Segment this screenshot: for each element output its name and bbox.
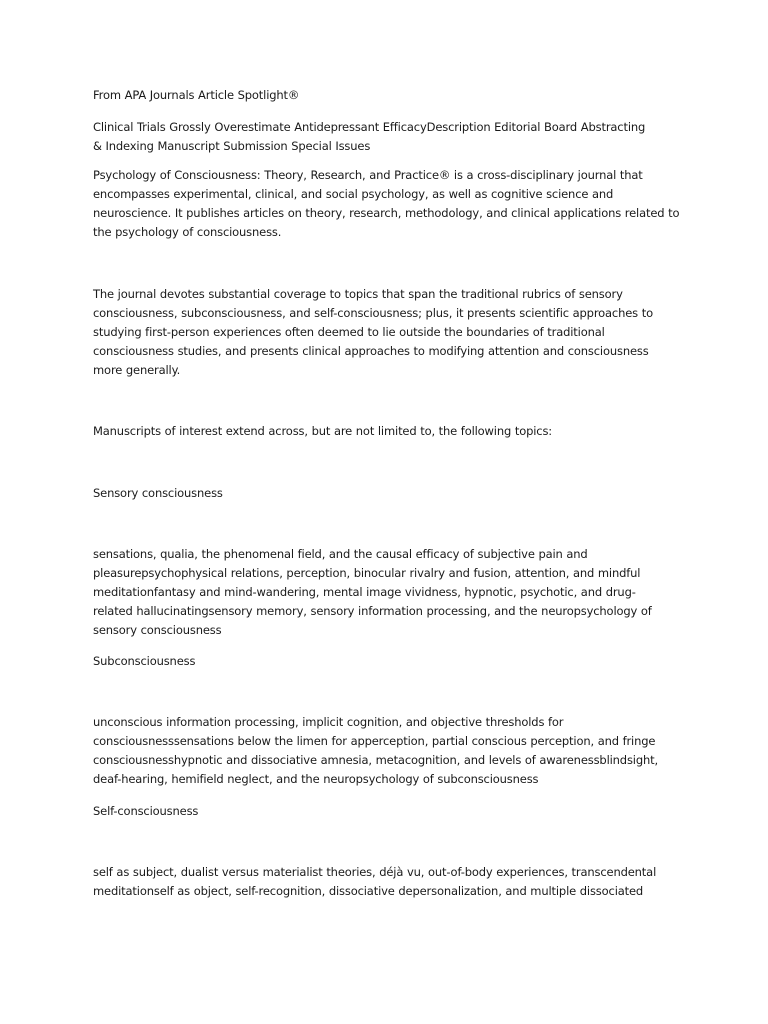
- manuscripts-intro: Manuscripts of interest extend across, but are not limited to, the following topics:: [93, 424, 553, 438]
- section-heading-subconsciousness: Subconsciousness: [93, 654, 196, 668]
- section-heading-self: Self-consciousness: [93, 804, 199, 818]
- section-body-sensory: sensations, qualia, the phenomenal field, and the causal efficacy of subjective pain and pleasurepsychophysical relations, perception, binocular rivalry and fusion, attention, and mindful meditationfantasy and mind-wandering, mental image vividness, hypnotic, psychotic, and drug-related hallucinatingsensory memory, sensory information processing, and the neuropsychology of sensory consciousness: [93, 547, 652, 637]
- article-title: Clinical Trials Grossly Overestimate Antidepressant EfficacyDescription Editorial Board Abstracting & Indexing Manuscript Submission Special Issues: [93, 120, 646, 153]
- section-body-subconsciousness: unconscious information processing, implicit cognition, and objective thresholds for consciousnesssensations below the limen for apperception, partial conscious perception, and fringe consciousnesshypnotic and dissociative amnesia, metacognition, and levels of awarenessblindsight, deaf-hearing, hemifield neglect, and the neuropsychology of subconsciousness: [93, 715, 658, 786]
- coverage-paragraph: The journal devotes substantial coverage to topics that span the traditional rubrics of sensory consciousness, subconsciousness, and self-consciousness; plus, it presents scientific approaches to studying first-person experiences often deemed to lie outside the boundaries of traditional consciousness studies, and presents clinical approaches to modifying attention and consciousness more generally.: [93, 287, 653, 377]
- section-heading-sensory: Sensory consciousness: [93, 486, 223, 500]
- section-body-self: self as subject, dualist versus materialist theories, déjà vu, out-of-body experiences, transcendental meditationself as object, self-recognition, dissociative depersonalization, and multiple dissociated: [93, 865, 657, 898]
- intro-paragraph: Psychology of Consciousness: Theory, Research, and Practice® is a cross-disciplinary journal that encompasses experimental, clinical, and social psychology, as well as cognitive science and neuroscience. It publishes articles on theory, research, methodology, and clinical applications related to the psychology of consciousness.: [93, 168, 680, 239]
- source-line: From APA Journals Article Spotlight®: [93, 88, 300, 102]
